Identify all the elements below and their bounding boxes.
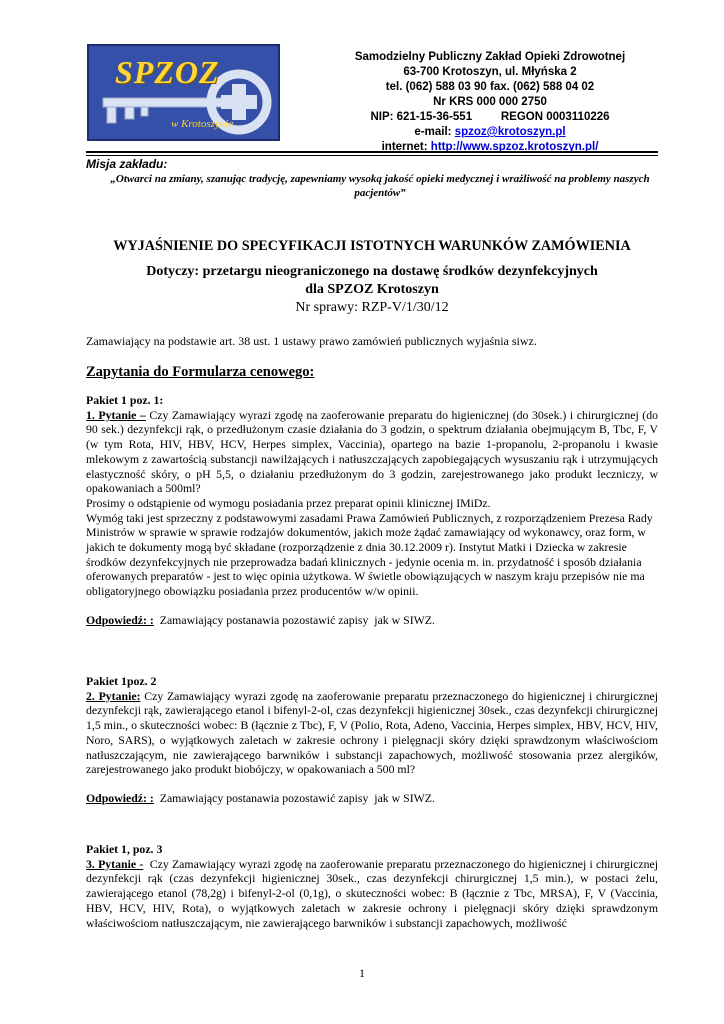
- question-block-2: [86, 674, 658, 806]
- krs-number: Nr KRS 000 000 2750: [433, 96, 547, 108]
- website-link[interactable]: http://www.spzoz.krotoszyn.pl/: [430, 141, 599, 153]
- mission-text: „Otwarci na zmiany, szanując tradycję, zapewniamy wysoką jakość opieki medycznej i wrażliwość na problemy naszych pacjentów”: [110, 173, 650, 199]
- section-title: Zapytania do Formularza cenowego:: [86, 364, 315, 380]
- nip-regon: NIP: 621-15-36-551 REGON 0003110226: [370, 111, 610, 123]
- logo-text: SPZOZ: [115, 54, 220, 90]
- answer-text: Zamawiający postanawia pozostawić zapisy jak w SIWZ.: [153, 612, 435, 627]
- header-divider-thin: [86, 155, 658, 156]
- question-label: 1. Pytanie –: [86, 407, 146, 422]
- internet-label: internet:: [381, 141, 431, 153]
- package-label: Pakiet 1, poz. 3: [86, 842, 163, 856]
- package-label: Pakiet 1poz. 2: [86, 674, 157, 688]
- question-body: Czy Zamawiający wyrazi zgodę na zaoferowanie preparatu do higienicznej (do 30sek.) i chirurgicznej (do 90 sek.) dezynfekcji rąk, o przedłużonym czasie działania do 3 godzin, o spektrum działania obejmującym B, Tbc, F, V (w tym Rota, HIV, HBV, HCV, Herpes simplex, Vaccinia), opartego na bazie 1-propanolu, 2-propanolu i kwasie mlekowym z zawartością substancji nawilżających i natłuszczających zapobiegających wysuszaniu rąk i utrzymujących elastyczność skóry, o pH 5,5, o działaniu przedłużonym do 3 godzin, zarejestrowanego jako produkt leczniczy, w opakowaniach a 500ml?: [86, 407, 658, 496]
- question-text: [86, 856, 661, 931]
- page-number: 1: [359, 966, 365, 980]
- contact-block: [300, 50, 680, 155]
- document-subtitle: [86, 263, 658, 299]
- question-extra: Prosimy o odstąpienie od wymogu posiadania przez preparat opinii klinicznej IMiDz.: [86, 495, 491, 510]
- email-label: e-mail:: [414, 126, 455, 138]
- answer-label: Odpowiedź: :: [86, 612, 154, 627]
- case-number: Nr sprawy: RZP-V/1/30/12: [295, 300, 449, 315]
- email-line: [300, 125, 680, 140]
- document-title: WYJAŚNIENIE DO SPECYFIKACJI ISTOTNYCH WARUNKÓW ZAMÓWIENIA: [113, 238, 631, 254]
- answer-text: Zamawiający postanawia pozostawić zapisy jak w SIWZ.: [153, 790, 435, 805]
- answer: [86, 613, 658, 628]
- question-text: [86, 689, 658, 777]
- question-label: 2. Pytanie:: [86, 688, 141, 703]
- subtitle-line-2: dla SPZOZ Krotoszyn: [305, 282, 439, 297]
- question-body: Czy Zamawiający wyrazi zgodę na zaoferowanie preparatu przeznaczonego do higienicznej i chirurgicznej dezynfekcji rąk, zawierającego etanol i bifenyl-2-ol, czas dezynfekcji higienicznej 30sek., czas dezynfekcji chirurgicznej 1,5 min., o skuteczności wobec: B (łącznie z Tbc), F, V (Polio, Rota, Adeno, Vaccinia, Herpes simplex, HBV, HCV, HIV, Noro, SARS), o wyjątkowych zaletach w zakresie ochrony i pielęgnacji skóry dzięki sprawdzonym właściwościom natłuszczającym, nie zawierającego barwników i substancji zapachowych, możliwość stosowania przez alergików, zarejestrowanego jako produkt biobójczy, w opakowaniach a 500 ml?: [86, 688, 658, 777]
- phone-fax: tel. (062) 588 03 90 fax. (062) 588 04 02: [385, 81, 595, 93]
- answer: [86, 791, 658, 806]
- question-body: Czy Zamawiający wyrazi zgodę na zaoferowanie preparatu przeznaczonego do higienicznej i chirurgicznej dezynfekcji rąk (czas dezynfekcji higienicznej 30sek., czas dezynfekcji chirurgicznej 1,5 min.), w postaci żelu, zawierającego etanol (78,2g) i bifenyl-2-ol (0,1g), o skuteczności wobec: B (łącznie z Tbc, MRSA), F, V (Vaccinia, HBV, HCV, HIV, Rota), o wyjątkowych zaletach w zakresie ochrony i pielęgnacji skóry dzięki sprawdzonym właściwościom natłuszczającym, nie zawierającego barwników i substancji zapachowych, możliwość: [86, 856, 661, 930]
- question-block-1: [86, 393, 658, 628]
- spzoz-logo: [87, 44, 280, 141]
- package-label: Pakiet 1 poz. 1:: [86, 393, 164, 407]
- mission-label: Misja zakładu:: [86, 157, 168, 171]
- header-divider: [86, 151, 658, 153]
- logo-subtext: w Krotoszynie: [171, 118, 234, 130]
- address: 63-700 Krotoszyn, ul. Młyńska 2: [403, 66, 577, 78]
- answer-label: Odpowiedź: :: [86, 790, 154, 805]
- question-extra: Wymóg taki jest sprzeczny z podstawowymi zasadami Prawa Zamówień Publicznych, z rozporządzeniem Prezesa Rady Ministrów w sprawie w sprawie rodzajów dokumentów, jakich może żądać zamawiający od wykonawcy, oraz form, w jakich te dokumenty mogą być składane (rozporządzenie z dnia 30.12.2009 r). Instytut Matki i Dziecka w zakresie środków dezynfekcyjnych nie przeprowadza badań klinicznych - jedynie ocenia m. in. przydatność i sposób działania oferowanych preparatów - jest to więc opinia użytkowa. W świetle obowiązujących w naszym kraju przepisów nie ma obligatoryjnego obowiązku posiadania przez producentów w/w opinii.: [86, 510, 653, 599]
- intro-text: Zamawiający na podstawie art. 38 ust. 1 ustawy prawo zamówień publicznych wyjaśnia siwz.: [86, 334, 537, 348]
- email-link[interactable]: spzoz@krotoszyn.pl: [454, 126, 566, 138]
- subtitle-line-1: Dotyczy: przetargu nieograniczonego na dostawę środków dezynfekcyjnych: [146, 264, 598, 279]
- org-name: Samodzielny Publiczny Zakład Opieki Zdrowotnej: [354, 51, 626, 63]
- question-text: [86, 408, 658, 496]
- question-label: 3. Pytanie -: [86, 856, 144, 871]
- question-block-3: [86, 842, 661, 930]
